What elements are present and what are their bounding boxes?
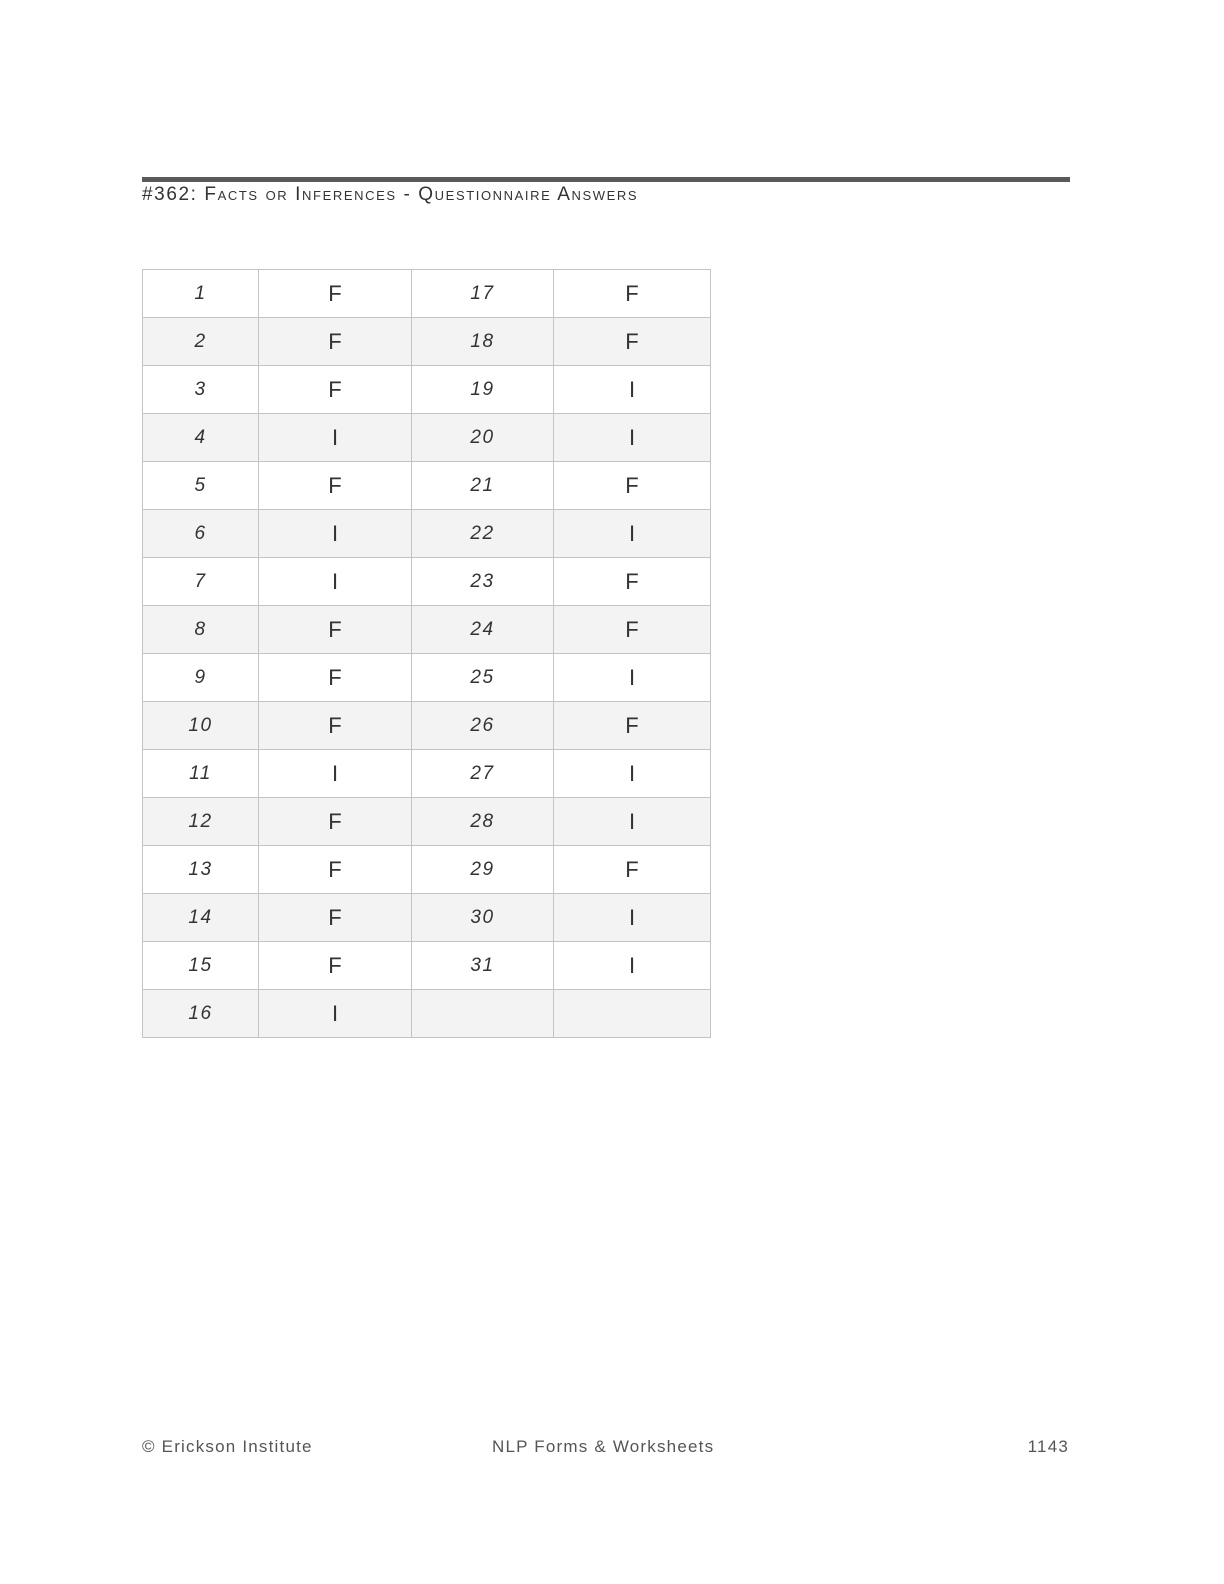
answer-cell bbox=[554, 990, 711, 1038]
table-row bbox=[143, 270, 711, 318]
answers-table bbox=[142, 269, 711, 1038]
answer-cell: F bbox=[554, 318, 711, 366]
question-number-cell: 26 bbox=[412, 702, 554, 750]
table-row bbox=[143, 606, 711, 654]
answer-cell: I bbox=[554, 894, 711, 942]
question-number-cell: 16 bbox=[143, 990, 259, 1038]
question-number-cell: 25 bbox=[412, 654, 554, 702]
answer-cell: I bbox=[554, 414, 711, 462]
answer-cell: I bbox=[554, 750, 711, 798]
table-row bbox=[143, 510, 711, 558]
question-number-cell: 11 bbox=[143, 750, 259, 798]
answer-cell: I bbox=[554, 654, 711, 702]
table-row bbox=[143, 798, 711, 846]
answer-cell: F bbox=[259, 894, 412, 942]
answer-cell: F bbox=[259, 270, 412, 318]
table-row bbox=[143, 654, 711, 702]
question-number-cell: 28 bbox=[412, 798, 554, 846]
table-row bbox=[143, 414, 711, 462]
question-number-cell: 10 bbox=[143, 702, 259, 750]
answer-cell: F bbox=[554, 702, 711, 750]
footer-book-title: NLP Forms & Worksheets bbox=[492, 1437, 715, 1456]
question-number-cell: 20 bbox=[412, 414, 554, 462]
question-number-cell: 9 bbox=[143, 654, 259, 702]
header-rule bbox=[142, 177, 1070, 182]
question-number-cell: 1 bbox=[143, 270, 259, 318]
answer-cell: F bbox=[259, 702, 412, 750]
answer-cell: F bbox=[554, 846, 711, 894]
footer-copyright: © Erickson Institute bbox=[142, 1437, 313, 1456]
answer-cell: F bbox=[554, 558, 711, 606]
answer-cell: F bbox=[259, 942, 412, 990]
answer-cell: F bbox=[259, 366, 412, 414]
question-number-cell: 30 bbox=[412, 894, 554, 942]
table-row bbox=[143, 750, 711, 798]
question-number-cell: 2 bbox=[143, 318, 259, 366]
answer-cell: I bbox=[259, 558, 412, 606]
table-row bbox=[143, 462, 711, 510]
answer-cell: I bbox=[554, 510, 711, 558]
question-number-cell: 21 bbox=[412, 462, 554, 510]
question-number-cell: 31 bbox=[412, 942, 554, 990]
answer-cell: I bbox=[259, 990, 412, 1038]
question-number-cell: 6 bbox=[143, 510, 259, 558]
question-number-cell: 17 bbox=[412, 270, 554, 318]
table-row bbox=[143, 894, 711, 942]
answers-table-body bbox=[143, 270, 711, 1038]
question-number-cell: 5 bbox=[143, 462, 259, 510]
answer-cell: F bbox=[554, 270, 711, 318]
answer-cell: F bbox=[554, 462, 711, 510]
page-title: #362: Facts or Inferences - Questionnaire Answers bbox=[142, 184, 639, 205]
table-row bbox=[143, 846, 711, 894]
answer-cell: F bbox=[259, 798, 412, 846]
answer-cell: I bbox=[259, 414, 412, 462]
table-row bbox=[143, 558, 711, 606]
table-row bbox=[143, 366, 711, 414]
answer-cell: I bbox=[554, 942, 711, 990]
answer-cell: I bbox=[554, 798, 711, 846]
question-number-cell: 7 bbox=[143, 558, 259, 606]
table-row bbox=[143, 702, 711, 750]
answer-cell: F bbox=[259, 606, 412, 654]
question-number-cell: 13 bbox=[143, 846, 259, 894]
table-row bbox=[143, 942, 711, 990]
answer-cell: F bbox=[554, 606, 711, 654]
answer-cell: I bbox=[259, 750, 412, 798]
answer-cell: F bbox=[259, 654, 412, 702]
question-number-cell: 19 bbox=[412, 366, 554, 414]
question-number-cell: 29 bbox=[412, 846, 554, 894]
table-row bbox=[143, 990, 711, 1038]
question-number-cell: 8 bbox=[143, 606, 259, 654]
question-number-cell: 23 bbox=[412, 558, 554, 606]
question-number-cell: 12 bbox=[143, 798, 259, 846]
answer-cell: F bbox=[259, 462, 412, 510]
question-number-cell: 15 bbox=[143, 942, 259, 990]
question-number-cell: 14 bbox=[143, 894, 259, 942]
question-number-cell: 27 bbox=[412, 750, 554, 798]
question-number-cell: 22 bbox=[412, 510, 554, 558]
question-number-cell: 24 bbox=[412, 606, 554, 654]
answer-cell: F bbox=[259, 846, 412, 894]
answer-cell: I bbox=[554, 366, 711, 414]
answer-cell: I bbox=[259, 510, 412, 558]
question-number-cell: 3 bbox=[143, 366, 259, 414]
question-number-cell bbox=[412, 990, 554, 1038]
question-number-cell: 4 bbox=[143, 414, 259, 462]
footer-page-number: 1143 bbox=[1027, 1437, 1069, 1456]
table-row bbox=[143, 318, 711, 366]
answer-cell: F bbox=[259, 318, 412, 366]
question-number-cell: 18 bbox=[412, 318, 554, 366]
